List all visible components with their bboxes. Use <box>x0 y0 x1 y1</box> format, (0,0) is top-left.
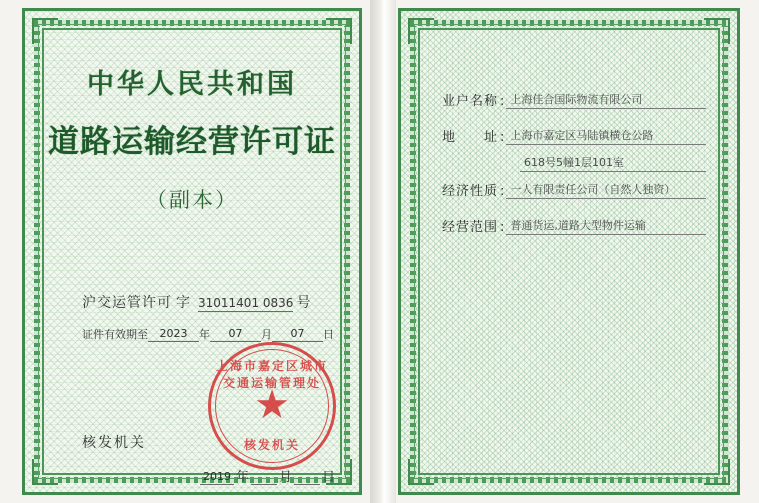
issue-year-unit: 年 <box>236 470 250 485</box>
book-gutter <box>370 0 396 503</box>
field-economic-nature <box>442 180 706 199</box>
field-address-value-line2: 618号5幢1层101室 <box>520 154 706 172</box>
field-economic-nature-colon: : <box>500 184 505 199</box>
validity-year-value: 2023 <box>148 327 199 342</box>
license-number-row <box>82 292 328 312</box>
license-suffix-label: 号 <box>296 295 312 311</box>
field-economic-nature-label: 经济性质 <box>442 184 499 199</box>
official-red-seal <box>208 342 336 470</box>
document-subtitle: （副本） <box>146 188 238 212</box>
right-page-content <box>428 38 712 465</box>
issuer-label: 核发机关 <box>82 435 146 451</box>
field-business-scope-colon: : <box>500 220 505 235</box>
issue-day-value <box>294 483 320 485</box>
field-business-scope-value: 普通货运,道路大型物件运输 <box>506 217 706 235</box>
issue-month-unit: 月 <box>279 470 293 485</box>
issue-day-unit: 日 <box>322 470 336 485</box>
field-business-name-label: 业户名称 <box>442 94 499 109</box>
field-business-scope <box>442 216 706 235</box>
license-word-label: 字 <box>176 295 191 311</box>
field-address <box>442 126 706 145</box>
left-certificate-page <box>22 8 362 495</box>
validity-year-unit: 年 <box>199 328 210 341</box>
validity-row <box>82 326 334 342</box>
right-certificate-page <box>398 8 740 495</box>
seal-bottom-text: 核发机关 <box>243 438 300 452</box>
field-address-label: 地 址 <box>442 130 499 145</box>
left-page-content <box>48 34 336 485</box>
field-business-name-colon: : <box>500 94 505 109</box>
field-address-value: 上海市嘉定区马陆镇横仓公路 <box>506 127 706 145</box>
validity-day-unit: 日 <box>323 328 334 341</box>
seal-top-text: 上海市嘉定区城市交通运输管理处 <box>215 359 328 390</box>
validity-day-value: 07 <box>272 327 323 342</box>
issue-year-value: 2019 <box>200 470 234 485</box>
issue-month-value <box>251 483 277 485</box>
field-economic-nature-value: 一人有限责任公司（自然人独资） <box>506 181 706 199</box>
validity-month-unit: 月 <box>261 328 272 341</box>
field-business-scope-label: 经营范围 <box>442 220 499 235</box>
country-title: 中华人民共和国 <box>87 69 297 100</box>
field-business-name <box>442 90 706 109</box>
document-main-title: 道路运输经营许可证 <box>48 124 336 160</box>
validity-label: 证件有效期至 <box>82 328 148 341</box>
seal-star-icon: ★ <box>254 382 290 429</box>
license-prefix-label: 沪交运管许可 <box>82 295 172 311</box>
validity-month-value: 07 <box>210 327 261 342</box>
issue-date-row <box>198 466 336 485</box>
license-number-value: 31011401 0836 <box>198 296 294 310</box>
field-address-colon: : <box>500 130 505 145</box>
field-business-name-value: 上海佳合国际物流有限公司 <box>506 91 706 109</box>
